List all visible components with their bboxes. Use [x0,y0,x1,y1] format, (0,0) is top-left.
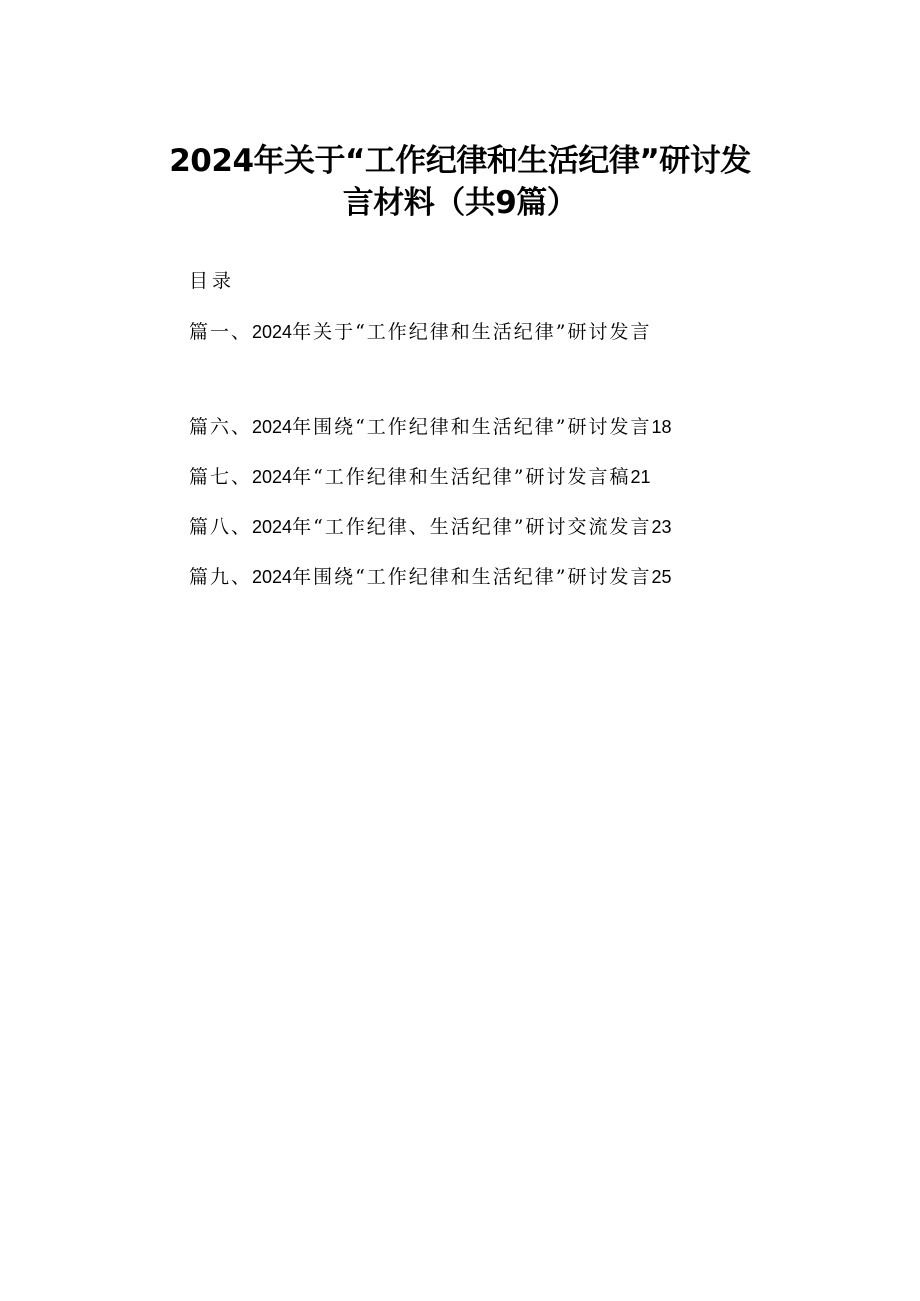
toc-item-prefix: 篇一、 [189,321,253,343]
toc-item-prefix: 篇七、 [189,466,253,488]
toc-item-page: 21 [630,467,651,487]
toc-item-prefix: 篇六、 [189,416,253,438]
toc-item-page: 25 [651,567,672,587]
toc-item-year: 2024 [252,467,293,487]
toc-item-text: 年“工作纪律和生活纪律”研讨发言稿 [292,466,631,488]
toc-item-year: 2024 [252,417,293,437]
toc-heading: 目录 [189,270,236,292]
toc-item-prefix: 篇八、 [189,516,253,538]
toc-item-prefix: 篇九、 [189,566,253,588]
toc-item[interactable] [189,319,652,345]
toc-item[interactable] [189,464,651,490]
toc-item-year: 2024 [252,517,293,537]
toc-item-text: 年关于“工作纪律和生活纪律”研讨发言 [292,321,652,343]
document-title [120,140,800,224]
toc-item-text: 年围绕“工作纪律和生活纪律”研讨发言 [292,416,652,438]
title-line-2: 言材料（共9篇） [342,185,578,221]
toc-item-year: 2024 [252,322,293,342]
toc-item-text: 年“工作纪律、生活纪律”研讨交流发言 [292,516,652,538]
toc-item[interactable] [189,414,672,440]
title-line-1: 2024年关于“工作纪律和生活纪律”研讨发 [169,143,751,179]
toc-item[interactable] [189,514,672,540]
toc-item-page: 18 [651,417,672,437]
toc-item[interactable] [189,564,672,590]
toc-item-text: 年围绕“工作纪律和生活纪律”研讨发言 [292,566,652,588]
toc-item-year: 2024 [252,567,293,587]
toc-item-page: 23 [651,517,672,537]
